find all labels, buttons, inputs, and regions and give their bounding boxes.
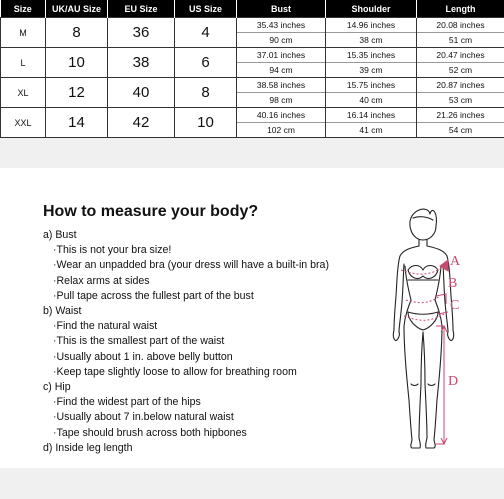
instruction-step: ·Tape should brush across both hipbones bbox=[53, 426, 247, 439]
uk-size-cell: 14 bbox=[46, 108, 108, 138]
instruction-step: ·Pull tape across the fullest part of the bust bbox=[53, 289, 254, 302]
section-heading-bust: a) Bust bbox=[43, 229, 77, 241]
body-figure bbox=[378, 204, 478, 454]
shoulder-inches: 16.14 inches bbox=[326, 108, 416, 123]
shoulder-cm: 39 cm bbox=[359, 65, 383, 75]
bust-cell bbox=[237, 48, 326, 78]
table-header-row bbox=[1, 0, 504, 18]
instruction-step: ·Wear an unpadded bra (your dress will have a built-in bra) bbox=[53, 259, 329, 272]
instruction-step: ·Find the natural waist bbox=[53, 320, 158, 333]
bust-cm: 90 cm bbox=[269, 35, 293, 45]
shoulder-cm: 38 cm bbox=[359, 35, 383, 45]
guide-title: How to measure your body? bbox=[43, 203, 259, 220]
eu-size-cell: 36 bbox=[108, 18, 175, 48]
hip-marker-label: C bbox=[450, 298, 460, 313]
bust-cm: 98 cm bbox=[269, 95, 293, 105]
bust-inches: 37.01 inches bbox=[237, 48, 325, 63]
length-inches: 20.87 inches bbox=[417, 78, 504, 93]
instruction-step: ·This is not your bra size! bbox=[53, 244, 172, 257]
shoulder-inches: 15.35 inches bbox=[326, 48, 416, 63]
body-outline-illustration bbox=[378, 204, 478, 454]
uk-size-cell: 12 bbox=[46, 78, 108, 108]
length-inches: 21.26 inches bbox=[417, 108, 504, 123]
column-header: EU Size bbox=[108, 0, 175, 18]
inside-leg-marker-label: D bbox=[448, 374, 459, 389]
shoulder-inches: 15.75 inches bbox=[326, 78, 416, 93]
uk-size-cell: 10 bbox=[46, 48, 108, 78]
size-cell: XXL bbox=[1, 108, 46, 138]
waist-marker-label: B bbox=[448, 276, 458, 291]
bust-cell bbox=[237, 78, 326, 108]
column-header: Shoulder bbox=[326, 0, 417, 18]
measure-guide-panel bbox=[0, 186, 504, 468]
shoulder-cell bbox=[326, 48, 417, 78]
column-header: UK/AU Size bbox=[46, 0, 108, 18]
section-heading-inside-leg: d) Inside leg length bbox=[43, 441, 133, 454]
size-cell: M bbox=[1, 18, 46, 48]
bust-inches: 40.16 inches bbox=[237, 108, 325, 123]
instruction-step: ·Relax arms at sides bbox=[53, 274, 150, 287]
length-cell bbox=[417, 78, 504, 108]
instruction-step: ·Find the widest part of the hips bbox=[53, 396, 201, 409]
instruction-step: ·Keep tape slightly loose to allow for breathing room bbox=[53, 365, 297, 378]
length-cell bbox=[417, 48, 504, 78]
bust-cm: 94 cm bbox=[269, 65, 293, 75]
length-cm: 52 cm bbox=[448, 65, 473, 75]
length-cm: 54 cm bbox=[448, 125, 473, 135]
length-inches: 20.47 inches bbox=[417, 48, 504, 63]
bust-inches: 35.43 inches bbox=[237, 18, 325, 33]
eu-size-cell: 42 bbox=[108, 108, 175, 138]
bust-cm: 102 cm bbox=[267, 125, 295, 135]
length-cm: 51 cm bbox=[448, 35, 473, 45]
eu-size-cell: 40 bbox=[108, 78, 175, 108]
instruction-step: ·Usually about 1 in. above belly button bbox=[53, 350, 233, 363]
column-header: Size bbox=[1, 0, 46, 18]
bust-cell bbox=[237, 18, 326, 48]
table-row bbox=[1, 48, 504, 78]
table-row bbox=[1, 108, 504, 138]
table-row bbox=[1, 18, 504, 48]
column-header: US Size bbox=[175, 0, 237, 18]
uk-size-cell: 8 bbox=[46, 18, 108, 48]
shoulder-cell bbox=[326, 108, 417, 138]
instruction-step: ·Usually about 7 in.below natural waist bbox=[53, 411, 234, 424]
bottom-band bbox=[0, 468, 504, 499]
size-chart-panel bbox=[0, 0, 504, 168]
section-heading-waist: b) Waist bbox=[43, 305, 82, 318]
us-size-cell: 4 bbox=[175, 18, 237, 48]
shoulder-cell bbox=[326, 18, 417, 48]
column-header: Length bbox=[417, 0, 504, 18]
section-heading-hip: c) Hip bbox=[43, 381, 71, 394]
instruction-step: ·This is the smallest part of the waist bbox=[53, 335, 225, 348]
eu-size-cell: 38 bbox=[108, 48, 175, 78]
size-cell: XL bbox=[1, 78, 46, 108]
table-row bbox=[1, 78, 504, 108]
length-cell bbox=[417, 108, 504, 138]
us-size-cell: 10 bbox=[175, 108, 237, 138]
shoulder-inches: 14.96 inches bbox=[326, 18, 416, 33]
length-cell bbox=[417, 18, 504, 48]
bust-inches: 38.58 inches bbox=[237, 78, 325, 93]
bust-cell bbox=[237, 108, 326, 138]
instructions bbox=[43, 228, 363, 456]
shoulder-cell bbox=[326, 78, 417, 108]
size-table bbox=[0, 0, 504, 138]
us-size-cell: 6 bbox=[175, 48, 237, 78]
bust-marker-label: A bbox=[450, 254, 461, 269]
size-cell: L bbox=[1, 48, 46, 78]
length-cm: 53 cm bbox=[448, 95, 473, 105]
us-size-cell: 8 bbox=[175, 78, 237, 108]
shoulder-cm: 41 cm bbox=[359, 125, 383, 135]
column-header: Bust bbox=[237, 0, 326, 18]
shoulder-cm: 40 cm bbox=[359, 95, 383, 105]
length-inches: 20.08 inches bbox=[417, 18, 504, 33]
